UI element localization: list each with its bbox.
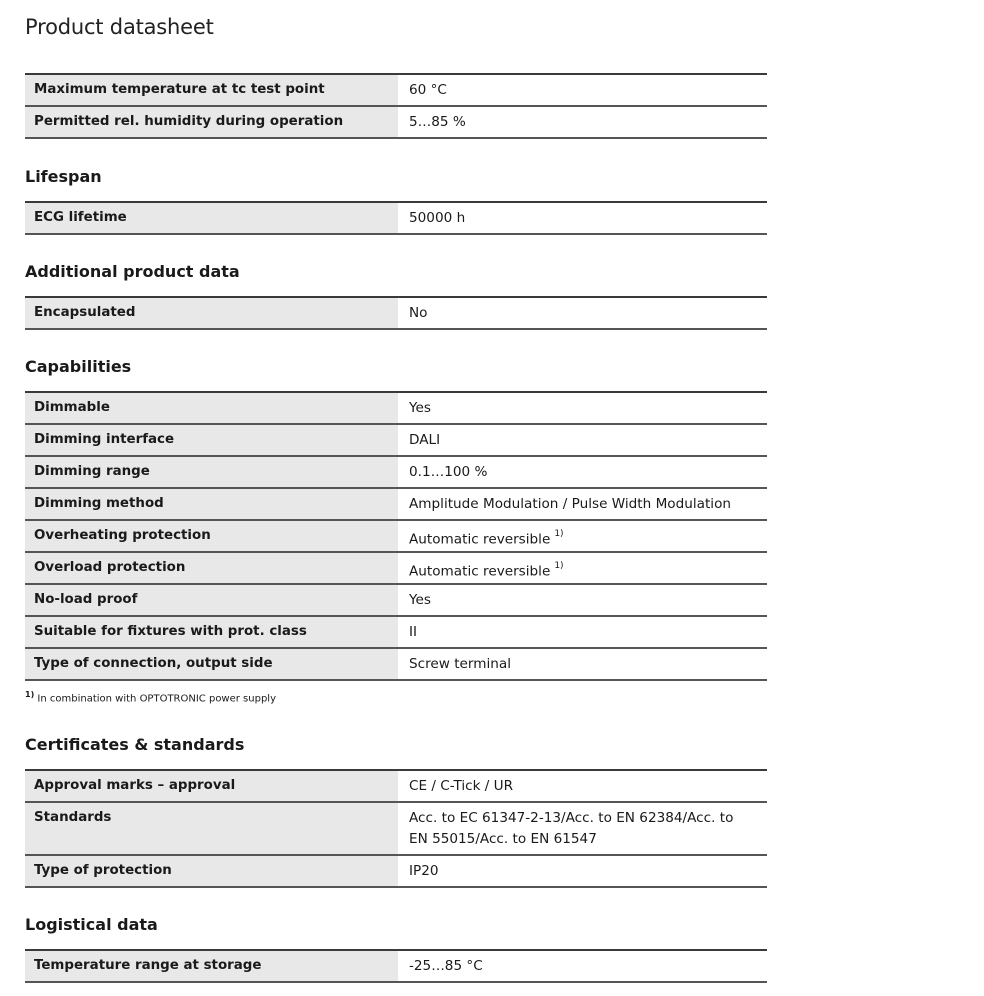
table-row — [25, 771, 767, 803]
row-label: No-load proof — [25, 585, 399, 615]
row-value: CE / C-Tick / UR — [409, 778, 514, 794]
table-row — [25, 649, 767, 681]
table-row — [25, 203, 767, 235]
row-label: Approval marks – approval — [25, 771, 399, 801]
table-row — [25, 107, 767, 139]
row-label: Overheating protection — [25, 521, 399, 551]
footnote-ref: 1) — [554, 561, 564, 571]
row-value: 50000 h — [409, 210, 466, 226]
footnote-mark: 1) — [25, 690, 35, 699]
row-label: Dimming method — [25, 489, 399, 519]
row-value: DALI — [409, 432, 441, 448]
table-row — [25, 489, 767, 521]
row-label: ECG lifetime — [25, 203, 399, 233]
table-row — [25, 951, 767, 983]
row-value: II — [409, 624, 418, 640]
table-row — [25, 856, 767, 888]
table-row — [25, 585, 767, 617]
logistical-table — [25, 949, 767, 983]
row-value: Yes — [409, 592, 431, 608]
row-label: Type of connection, output side — [25, 649, 399, 679]
row-value: 60 °C — [409, 82, 447, 98]
row-value: Yes — [409, 400, 431, 416]
row-label: Type of protection — [25, 856, 399, 886]
table-row — [25, 553, 767, 585]
table-row — [25, 521, 767, 553]
environment-table — [25, 73, 767, 139]
lifespan-table — [25, 201, 767, 235]
table-row — [25, 617, 767, 649]
value-text: Automatic reversible — [409, 531, 551, 548]
section-heading-lifespan: Lifespan — [25, 167, 102, 186]
row-value: -25…85 °C — [409, 958, 483, 974]
table-row — [25, 425, 767, 457]
row-label: Dimmable — [25, 393, 399, 423]
row-label: Suitable for fixtures with prot. class — [25, 617, 399, 647]
table-row — [25, 803, 767, 856]
section-heading-additional: Additional product data — [25, 262, 240, 281]
certificates-table — [25, 769, 767, 888]
row-value: Amplitude Modulation / Pulse Width Modulation — [409, 496, 732, 512]
table-row — [25, 393, 767, 425]
row-label: Encapsulated — [25, 298, 399, 328]
section-heading-certificates: Certificates & standards — [25, 735, 245, 754]
table-row — [25, 457, 767, 489]
row-value — [399, 551, 767, 583]
section-heading-capabilities: Capabilities — [25, 357, 132, 376]
row-value: 0.1…100 % — [409, 464, 488, 480]
additional-table — [25, 296, 767, 330]
page-title: Product datasheet — [25, 15, 214, 39]
row-label: Dimming interface — [25, 425, 399, 455]
row-value — [399, 519, 767, 551]
table-row — [25, 75, 767, 107]
table-row — [25, 298, 767, 330]
row-value: Acc. to EC 61347-2-13/Acc. to EN 62384/Acc. to EN 55015/Acc. to EN 61547 — [409, 810, 734, 847]
capabilities-table — [25, 391, 767, 681]
row-label: Maximum temperature at tc test point — [25, 75, 399, 105]
footnote-text: In combination with OPTOTRONIC power supply — [37, 693, 276, 705]
footnote — [25, 690, 276, 704]
row-value: 5…85 % — [409, 114, 466, 130]
row-value: No — [409, 305, 428, 321]
value-text: Automatic reversible — [409, 563, 551, 580]
footnote-ref: 1) — [554, 529, 564, 539]
row-label: Temperature range at storage — [25, 951, 399, 981]
row-value: Screw terminal — [409, 656, 511, 672]
row-label: Standards — [25, 803, 399, 854]
row-label: Permitted rel. humidity during operation — [25, 107, 399, 137]
row-label: Overload protection — [25, 553, 399, 583]
row-label: Dimming range — [25, 457, 399, 487]
row-value: IP20 — [409, 863, 439, 879]
section-heading-logistical: Logistical data — [25, 915, 158, 934]
